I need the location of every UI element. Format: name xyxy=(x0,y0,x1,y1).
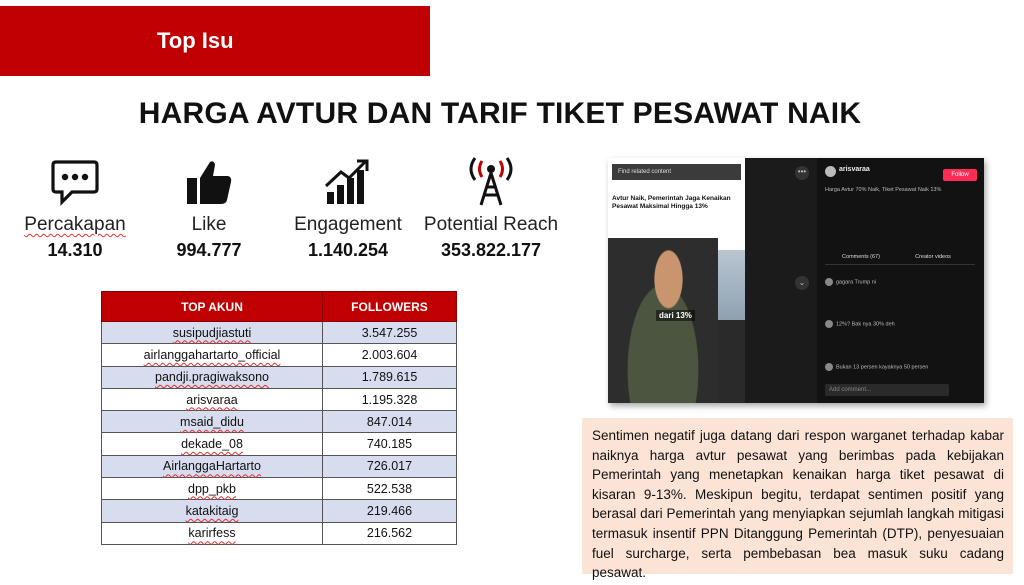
table-header-row xyxy=(102,292,457,322)
page-title: HARGA AVTUR DAN TARIF TIKET PESAWAT NAIK xyxy=(138,97,862,130)
follow-button: Follow xyxy=(943,169,977,181)
avatar xyxy=(825,166,836,177)
comment-text: Bukan 13 persen kayaknya 50 persen xyxy=(836,364,929,371)
account-name: dpp_pkb xyxy=(188,481,236,496)
account-name: dekade_08 xyxy=(181,437,243,452)
table-row xyxy=(102,366,457,388)
followers-count: 2.003.604 xyxy=(323,344,457,366)
followers-count: 219.466 xyxy=(323,500,457,522)
chat-bubble-icon xyxy=(0,156,150,208)
chevron-down-icon: ⌄ xyxy=(795,276,809,290)
account-name: AirlanggaHartarto xyxy=(163,459,261,474)
followers-count: 726.017 xyxy=(323,455,457,477)
header-label: Top Isu xyxy=(157,28,234,53)
table-header-cell: TOP AKUN xyxy=(102,292,323,322)
metric-label: Percakapan xyxy=(24,214,126,235)
comment-item xyxy=(825,278,975,286)
account-name: arisvaraa xyxy=(186,392,238,407)
comment-text: 12%? Bak nya 30% deh xyxy=(836,321,895,328)
metric-label: Like xyxy=(191,214,227,235)
tiktok-post-screenshot xyxy=(608,158,984,403)
growth-chart-icon xyxy=(273,156,423,208)
account-name: msaid_didu xyxy=(180,414,244,429)
table-row xyxy=(102,478,457,500)
header-banner xyxy=(0,6,430,76)
table-row xyxy=(102,500,457,522)
more-options-icon: ••• xyxy=(795,166,809,180)
comment-item xyxy=(825,320,975,328)
metric-label: Potential Reach xyxy=(423,214,559,235)
post-username: arisvaraa xyxy=(839,166,870,173)
account-name: katakitaig xyxy=(185,504,239,519)
video-panel xyxy=(608,158,745,403)
followers-count: 1.789.615 xyxy=(323,366,457,388)
metric-potential-reach xyxy=(416,156,566,261)
tab-comments: Comments (67) xyxy=(842,254,880,260)
followers-count: 847.014 xyxy=(323,411,457,433)
table-row xyxy=(102,433,457,455)
metric-like xyxy=(134,156,284,261)
post-details-panel xyxy=(817,158,984,403)
account-name: susipudjiastuti xyxy=(172,325,252,340)
metric-percakapan xyxy=(0,156,150,261)
account-name: karirfess xyxy=(188,526,236,541)
video-caption: dari 13% xyxy=(656,310,695,321)
comment-tabs xyxy=(825,254,975,265)
metric-engagement xyxy=(273,156,423,261)
table-row xyxy=(102,522,457,544)
thumbs-up-icon xyxy=(134,156,284,208)
search-bar: Find related content xyxy=(612,164,741,180)
article-title: Avtur Naik, Pemerintah Jaga Kenaikan Pesawat Maksimal Hingga 13% xyxy=(612,195,731,210)
metric-value: 1.140.254 xyxy=(307,240,389,260)
metric-value: 14.310 xyxy=(47,240,103,260)
followers-count: 216.562 xyxy=(323,522,457,544)
table-header-cell: FOLLOWERS xyxy=(323,292,457,322)
account-name: airlanggahartarto_official xyxy=(143,347,281,362)
sentiment-summary: Sentimen negatif juga datang dari respon warganet terhadap kabar naiknya harga avtur pesawat yang berimbas pada kebijakan Pemerintah yang menetapkan kenaikan harga tiket pesawat di kisaran 9-13%. Meskipun begitu, terdapat sentimen positif yang berasal dari Pemerintah yang menyiapkan sejumlah langkah mitigasi termasuk insentif PPN Ditanggung Pemerintah (DTP), penyesuaian fuel surcharge, serta pembebasan bea masuk suku cadang pesawat. xyxy=(582,418,1013,574)
followers-count: 3.547.255 xyxy=(323,322,457,344)
table-row xyxy=(102,455,457,477)
broadcast-tower-icon xyxy=(416,156,566,208)
table-row xyxy=(102,411,457,433)
metric-label: Engagement xyxy=(294,214,402,235)
tab-creator-videos: Creator videos xyxy=(915,254,951,260)
followers-count: 522.538 xyxy=(323,478,457,500)
top-akun-table xyxy=(101,291,457,545)
comment-item xyxy=(825,363,975,371)
metric-value: 994.777 xyxy=(176,240,242,260)
followers-count: 1.195.328 xyxy=(323,388,457,410)
metric-value: 353.822.177 xyxy=(440,240,542,260)
table-row xyxy=(102,388,457,410)
followers-count: 740.185 xyxy=(323,433,457,455)
add-comment-field: Add comment... xyxy=(825,384,949,396)
comment-text: gagara Trump ni xyxy=(836,279,877,286)
account-name: pandji.pragiwaksono xyxy=(155,370,269,385)
post-description: Harga Avtur 70% Naik, Tiket Pesawat Naik 13% xyxy=(825,187,942,193)
table-row xyxy=(102,322,457,344)
table-row xyxy=(102,344,457,366)
